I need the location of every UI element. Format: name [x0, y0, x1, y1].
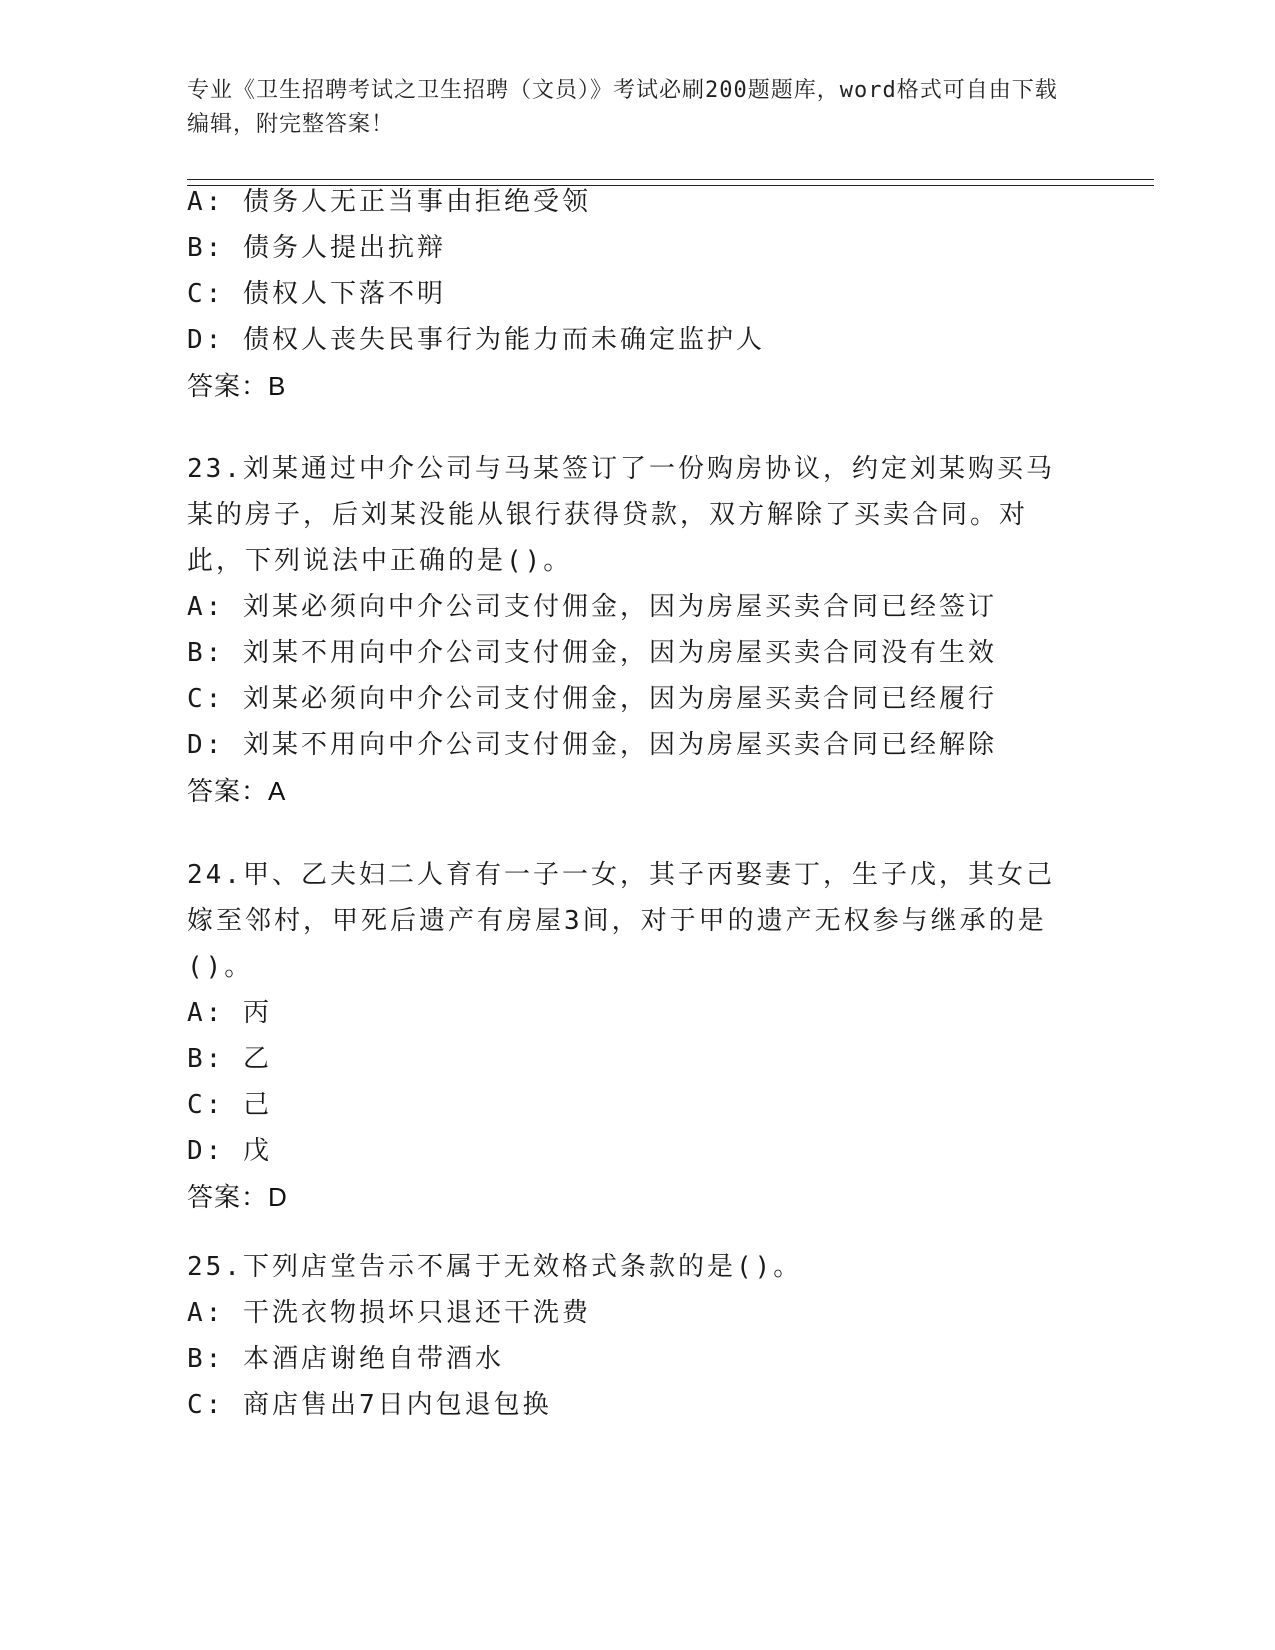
option-c: C: 刘某必须向中介公司支付佣金，因为房屋买卖合同已经履行: [187, 684, 997, 714]
option-b: B: 刘某不用向中介公司支付佣金，因为房屋买卖合同没有生效: [187, 638, 997, 668]
option-c: C: 己: [187, 1090, 272, 1120]
question-25: [187, 1244, 1087, 1428]
answer-line: 答案：D: [187, 1182, 288, 1212]
option-b: B: 本酒店谢绝自带酒水: [187, 1344, 504, 1374]
option-c: C: 债权人下落不明: [187, 279, 446, 309]
option-b: B: 债务人提出抗辩: [187, 233, 446, 263]
answer-line: 答案：A: [187, 776, 287, 806]
option-a: A: 干洗衣物损坏只退还干洗费: [187, 1298, 591, 1328]
question-23: [187, 446, 1087, 814]
question-text: 25.下列店堂告示不属于无效格式条款的是()。: [187, 1252, 803, 1282]
option-d: D: 戊: [187, 1136, 272, 1166]
document-header: 专业《卫生招聘考试之卫生招聘（文员）》考试必刷200题题库，word格式可自由下载编辑，附完整答案！: [187, 78, 1058, 137]
question-22: [187, 179, 1087, 409]
option-a: A: 丙: [187, 998, 272, 1028]
option-c: C: 商店售出7日内包退包换: [187, 1390, 552, 1420]
question-text: 23.刘某通过中介公司与马某签订了一份购房协议，约定刘某购买马某的房子，后刘某没能从银行获得贷款，双方解除了买卖合同。对此，下列说法中正确的是()。: [187, 454, 1055, 576]
option-b: B: 乙: [187, 1044, 272, 1074]
answer-line: 答案：B: [187, 371, 287, 401]
question-text: 24.甲、乙夫妇二人育有一子一女，其子丙娶妻丁，生子戊，其女己嫁至邻村，甲死后遗产有房屋3间，对于甲的遗产无权参与继承的是()。: [187, 860, 1055, 982]
option-d: D: 债权人丧失民事行为能力而未确定监护人: [187, 325, 765, 355]
option-d: D: 刘某不用向中介公司支付佣金，因为房屋买卖合同已经解除: [187, 730, 997, 760]
option-a: A: 刘某必须向中介公司支付佣金，因为房屋买卖合同已经签订: [187, 592, 997, 622]
question-24: [187, 852, 1087, 1220]
option-a: A: 债务人无正当事由拒绝受领: [187, 187, 591, 217]
